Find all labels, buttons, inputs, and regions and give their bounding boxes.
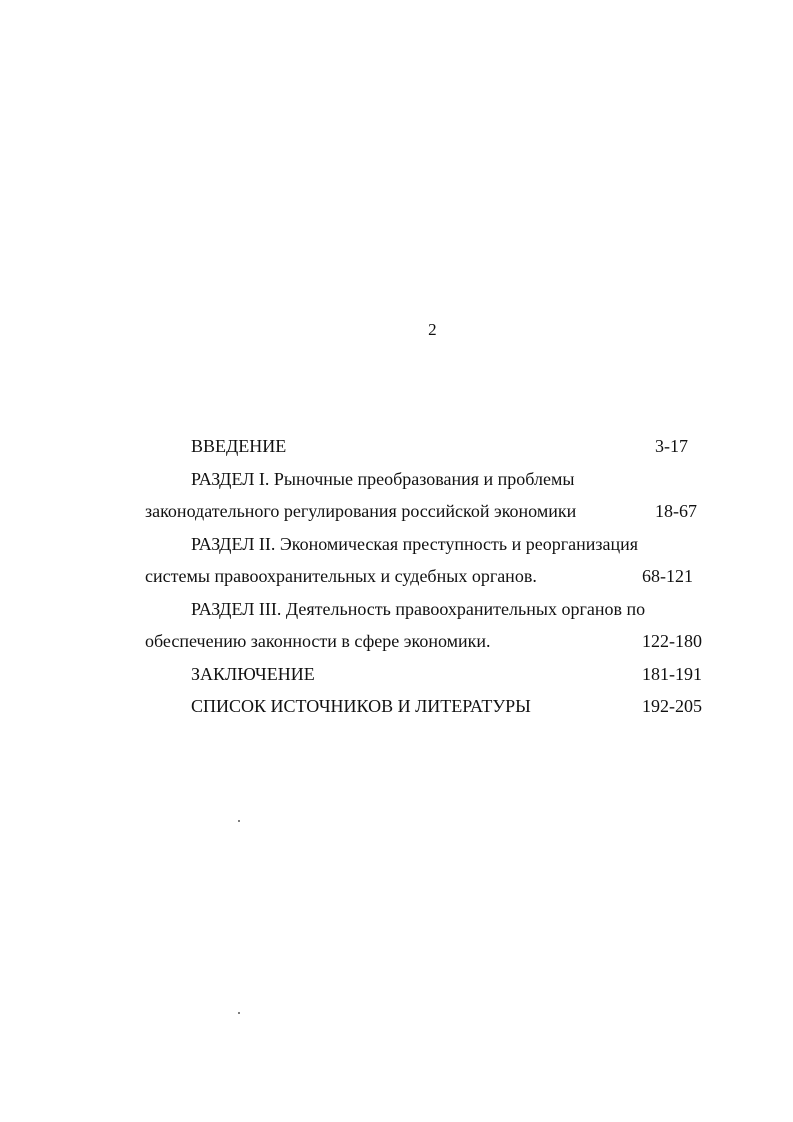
table-of-contents	[145, 430, 735, 723]
toc-entry-conclusion	[145, 658, 735, 691]
page-number: 2	[428, 320, 437, 339]
toc-entry-title: ЗАКЛЮЧЕНИЕ	[191, 663, 315, 684]
toc-entry-pages: 192-205	[642, 696, 702, 716]
toc-entry-section-1-line-2	[145, 495, 735, 528]
scan-speck	[238, 820, 240, 822]
toc-entry-pages: 18-67	[655, 501, 697, 521]
toc-entry-section-3-line-2	[145, 625, 735, 658]
toc-entry-section-1-line-1	[145, 463, 735, 496]
toc-entry-introduction	[145, 430, 735, 463]
toc-entry-title: законодательного регулирования российской экономики	[145, 501, 577, 521]
toc-entry-title: РАЗДЕЛ II. Экономическая преступность и реорганизация	[191, 533, 639, 554]
toc-entry-pages: 68-121	[642, 566, 693, 586]
toc-entry-title: РАЗДЕЛ III. Деятельность правоохранительных органов по	[191, 598, 646, 619]
scan-speck	[238, 1012, 240, 1014]
toc-entry-title: СПИСОК ИСТОЧНИКОВ И ЛИТЕРАТУРЫ	[191, 696, 531, 716]
toc-entry-section-3-line-1	[145, 593, 735, 626]
toc-entry-bibliography	[145, 690, 735, 723]
toc-entry-section-2-line-1	[145, 528, 735, 561]
toc-entry-title: системы правоохранительных и судебных органов.	[145, 566, 537, 586]
toc-entry-pages: 3-17	[655, 436, 688, 456]
toc-entry-title: РАЗДЕЛ I. Рыночные преобразования и проблемы	[191, 468, 575, 489]
toc-entry-title: ВВЕДЕНИЕ	[191, 436, 287, 456]
toc-entry-section-2-line-2	[145, 560, 735, 593]
toc-entry-pages: 181-191	[642, 663, 702, 684]
toc-entry-title: обеспечению законности в сфере экономики.	[145, 631, 491, 651]
toc-entry-pages: 122-180	[642, 631, 702, 651]
